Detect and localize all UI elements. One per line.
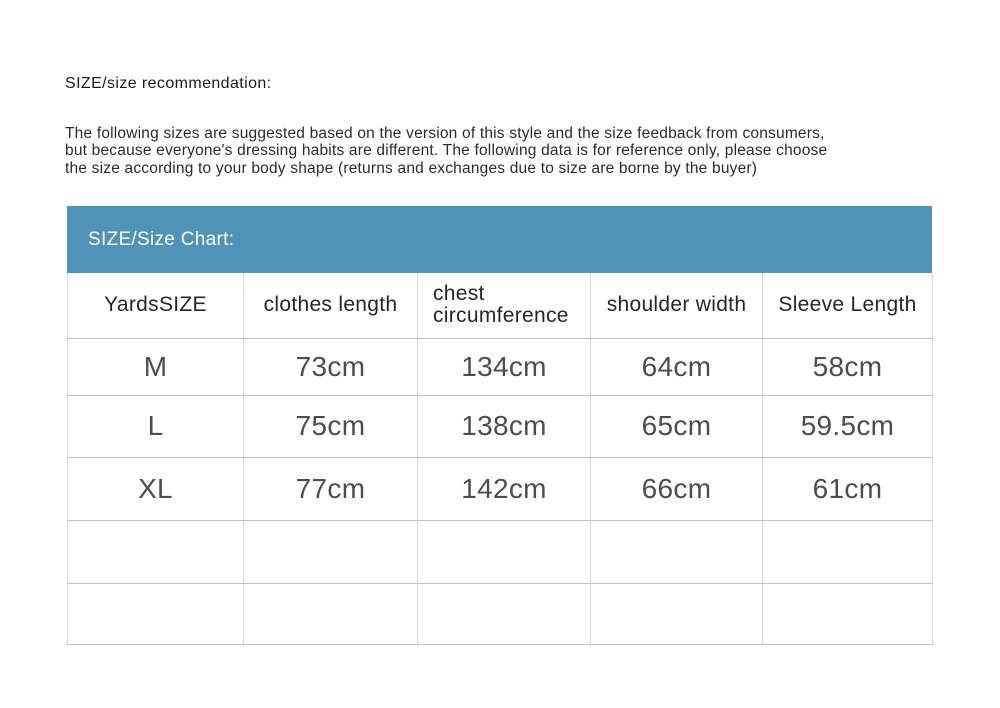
cell-shoulder-width: 66cm bbox=[591, 457, 763, 520]
cell-size: M bbox=[68, 338, 244, 395]
page-title: SIZE/size recommendation: bbox=[65, 75, 272, 92]
cell-sleeve-length: 58cm bbox=[763, 338, 933, 395]
empty-cell bbox=[763, 583, 933, 644]
cell-size: L bbox=[68, 395, 244, 457]
size-table bbox=[67, 273, 933, 645]
column-header-chest-circumference: chest circumference bbox=[418, 273, 591, 338]
cell-shoulder-width: 64cm bbox=[591, 338, 763, 395]
size-chart-title-bar bbox=[67, 206, 932, 273]
description-line: The following sizes are suggested based on the version of this style and the size feedback from consumers, bbox=[65, 125, 825, 142]
description-line: but because everyone's dressing habits are different. The following data is for reference only, please choose bbox=[65, 142, 828, 160]
cell-size: XL bbox=[68, 457, 244, 520]
column-header-shoulder-width: shoulder width bbox=[591, 273, 763, 338]
cell-sleeve-length: 59.5cm bbox=[763, 395, 933, 457]
cell-clothes-length: 77cm bbox=[244, 457, 418, 520]
table-row-m bbox=[68, 338, 933, 395]
column-header-sleeve-length: Sleeve Length bbox=[763, 273, 933, 338]
empty-cell bbox=[244, 520, 418, 583]
empty-cell bbox=[418, 520, 591, 583]
cell-sleeve-length: 61cm bbox=[763, 457, 933, 520]
cell-clothes-length: 73cm bbox=[244, 338, 418, 395]
column-header-size: YardsSIZE bbox=[68, 273, 244, 338]
size-description bbox=[65, 125, 827, 177]
empty-cell bbox=[418, 583, 591, 644]
empty-cell bbox=[68, 520, 244, 583]
size-chart-title: SIZE/Size Chart: bbox=[88, 228, 235, 250]
empty-table-row bbox=[68, 583, 933, 644]
cell-shoulder-width: 65cm bbox=[591, 395, 763, 457]
empty-cell bbox=[591, 520, 763, 583]
cell-chest-circumference: 142cm bbox=[418, 457, 591, 520]
column-header-clothes-length: clothes length bbox=[244, 273, 418, 338]
description-line: the size according to your body shape (returns and exchanges due to size are borne by the buyer) bbox=[65, 159, 758, 177]
cell-clothes-length: 75cm bbox=[244, 395, 418, 457]
empty-table-row bbox=[68, 520, 933, 583]
empty-cell bbox=[68, 583, 244, 644]
size-chart bbox=[67, 206, 932, 645]
empty-cell bbox=[244, 583, 418, 644]
cell-chest-circumference: 134cm bbox=[418, 338, 591, 395]
table-row-xl bbox=[68, 457, 933, 520]
empty-cell bbox=[591, 583, 763, 644]
table-row-l bbox=[68, 395, 933, 457]
cell-chest-circumference: 138cm bbox=[418, 395, 591, 457]
empty-cell bbox=[763, 520, 933, 583]
table-header-row bbox=[68, 273, 933, 338]
